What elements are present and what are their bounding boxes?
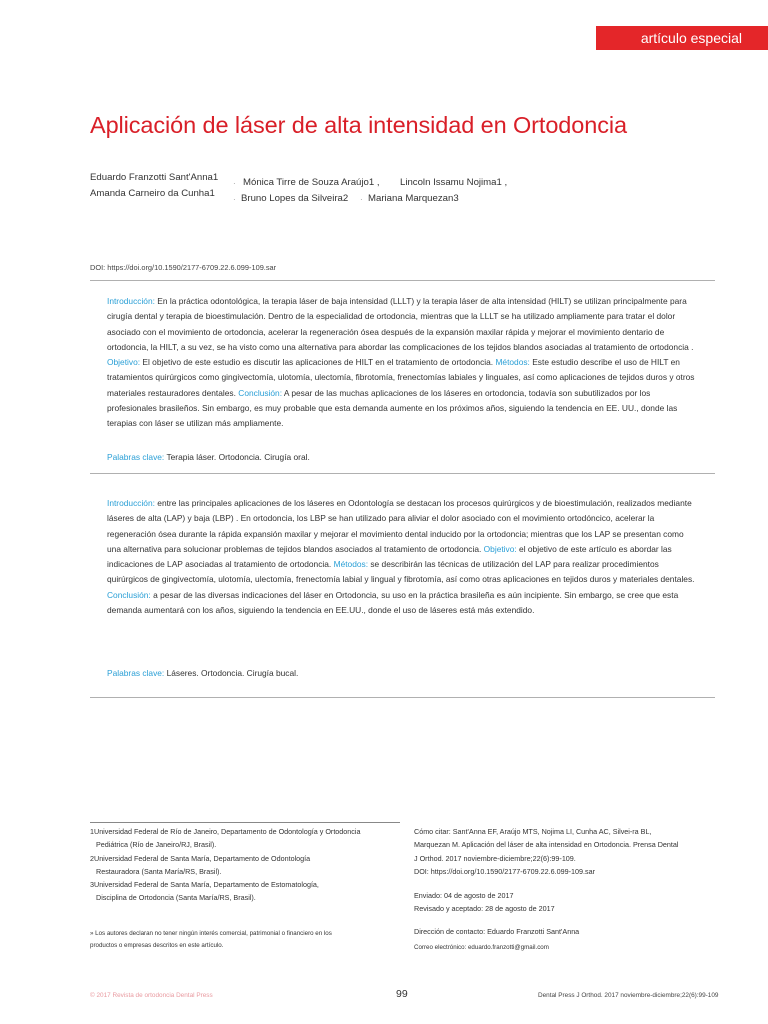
author-name: Bruno Lopes da Silveira2 (241, 193, 349, 204)
keywords-label: Palabras clave: (107, 668, 165, 678)
citation-line: Marquezan M. Aplicación del láser de alta intensidad en Ortodoncia. Prensa Dental (414, 840, 679, 850)
section-label: Introducción: (107, 498, 155, 508)
keywords-primary (107, 450, 697, 465)
keywords-text: Láseres. Ortodoncia. Cirugía bucal. (164, 668, 299, 678)
citation-doi: DOI: https://doi.org/10.1590/2177-6709.22.6.099-109.sar (414, 866, 596, 876)
author-name: Mariana Marquezan3 (368, 193, 459, 204)
affiliation-line: 1Universidad Federal de Río de Janeiro, Departamento de Odontología y Ortodoncia (90, 827, 361, 836)
affiliation-line: 2Universidad Federal de Santa María, Departamento de Odontología (90, 853, 311, 863)
section-label: Objetivo: (107, 357, 141, 368)
author-name: Amanda Carneiro da Cunha1 (90, 188, 215, 199)
author-name: Eduardo Franzotti Sant'Anna1 (90, 172, 219, 183)
disclosure-line: productos o empresas descritos en este artículo. (90, 942, 224, 949)
citation-line: Cómo citar: Sant'Anna EF, Araújo MTS, Nojima LI, Cunha AC, Silvei-ra BL, (414, 827, 652, 836)
abstract-primary (107, 294, 697, 432)
section-text: a pesar de las diversas indicaciones del láser en Ortodoncia, su uso en la práctica brasileña es aún incipiente. Sin embargo, se cree que esta demanda aumentará con los años, siguiendo la tendencia en EE.UU., donde el uso de láseres está más extendido. (107, 589, 679, 616)
divider (90, 697, 715, 698)
author-separator: · (360, 195, 363, 204)
section-text: Este estudio describe el uso de HILT en tratamientos quirúrgicos como gingivectomía, ulotomía, ulectomía, fibrotomía, frenectomías labiales y linguales, así como aplicaciones de tejidos duros y otros materiales restauradores dentales. (107, 357, 695, 398)
footer-journal: Dental Press J Orthod. 2017 noviembre-diciembre;22(6):99-109 (538, 992, 719, 999)
divider (90, 473, 715, 474)
divider (90, 280, 715, 281)
affiliation-line: Pediátrica (Río de Janeiro/RJ, Brasil). (96, 840, 217, 850)
article-title: Aplicación de láser de alta intensidad en Ortodoncia (90, 112, 627, 138)
section-label: Objetivo: (483, 543, 517, 554)
disclosure-line: » Los autores declaran no tener ningún interés comercial, patrimonial o financiero en los (90, 930, 332, 937)
dates-block (414, 889, 724, 916)
affiliation-line: Restauradora (Santa María/RS, Brasil). (96, 866, 222, 876)
section-text: El objetivo de este estudio es discutir las aplicaciones de HILT en el tratamiento de ortodoncia. (140, 357, 496, 368)
author-name: Mónica Tirre de Souza Araújo1 , (243, 177, 380, 188)
affiliation-line: Disciplina de Ortodoncia (Santa María/RS, Brasil). (96, 893, 256, 903)
section-badge: artículo especial (596, 26, 768, 50)
keywords-label: Palabras clave: (107, 452, 165, 462)
keywords-text: Terapia láser. Ortodoncia. Cirugía oral. (164, 452, 310, 462)
section-label: Conclusión: (107, 589, 151, 600)
author-separator: · (233, 195, 236, 204)
footnote-rule (90, 822, 400, 823)
contact-address: Dirección de contacto: Eduardo Franzotti Sant'Anna (414, 927, 580, 936)
sent-date: Enviado: 04 de agosto de 2017 (414, 891, 514, 900)
author-name: Lincoln Issamu Nojima1 , (400, 177, 508, 188)
author-separator: · (233, 179, 236, 188)
section-text: se describirán las técnicas de utilización del LAP para realizar procedimientos quirúrgicos de gingivectomía, ulotomía, ulectomía, frenectomía labial y lingual y fibrotomía, así como otras aplicaciones en tejidos duros y materiales dentales. (107, 559, 695, 585)
section-text: el objetivo de este artículo es abordar las indicaciones de LAP asociadas al tratamiento de ortodoncia. (107, 543, 672, 570)
citation-block (414, 825, 724, 878)
page-number: 99 (396, 988, 408, 1000)
section-text: A pesar de las muchas aplicaciones de los láseres en ortodoncia, todavía son subutilizados por los profesionales brasileños. Sin embargo, es muy probable que esta demanda aumente en los próximos años, siguiendo la tendencia en EE. UU., donde las terapias con láser se utilizan más ampliamente. (107, 387, 678, 429)
section-label: Conclusión: (238, 387, 283, 398)
section-label: Métodos: (333, 559, 369, 570)
affiliation-line: 3Universidad Federal de Santa María, Departamento de Estomatología, (90, 880, 319, 890)
keywords-secondary (107, 666, 697, 681)
disclosure-note (90, 928, 390, 952)
abstract-secondary (107, 496, 697, 618)
contact-email: Correo electrónico: eduardo.franzotti@gmail.com (414, 944, 549, 951)
citation-line: J Orthod. 2017 noviembre-diciembre;22(6):99-109. (414, 853, 576, 863)
section-text: entre las principales aplicaciones de los láseres en Odontología se destacan los procesos quirúrgicos y de bioestimulación, realizados mediante láseres de alta (LAP) y baja (LBP) . En ortodoncia, los LBP se han utilizado para aliviar el dolor asociado con el movimiento ortodóncico, acelerar la regeneración ósea durante la rápida expansión maxilar y mejorar el movimiento dental inducido por la ortodoncia; mientras que los LAP se presentan como una alternativa para solucionar problemas de tejidos blandos asociados al tratamiento de ortodoncia. (107, 498, 692, 554)
accepted-date: Revisado y aceptado: 28 de agosto de 2017 (414, 904, 555, 914)
footer-copyright: © 2017 Revista de ortodoncia Dental Press (90, 992, 213, 999)
section-label: Introducción: (107, 296, 155, 306)
doi-text: DOI: https://doi.org/10.1590/2177-6709.22.6.099-109.sar (90, 263, 277, 272)
affiliations (90, 825, 410, 905)
section-label: Métodos: (495, 357, 530, 368)
section-text: En la práctica odontológica, la terapia láser de baja intensidad (LLLT) y la terapia láser de alta intensidad (HILT) se utilizan principalmente para cirugía dental y terapia de bioestimulación. Dentro de la especialidad de ortodoncia, mientras que la LLLT se ha utilizado ampliamente para tratar el dolor asociado con el movimiento de ortodoncia, acelerar la regeneración ósea después de la expansión maxilar rápida y mejorar el movimiento dentario de ortodoncia, la HILT, a su vez, se ha visto como una alternativa para abordar las complicaciones de los tejidos blandos asociadas al tratamiento de ortodoncia . (107, 296, 694, 352)
